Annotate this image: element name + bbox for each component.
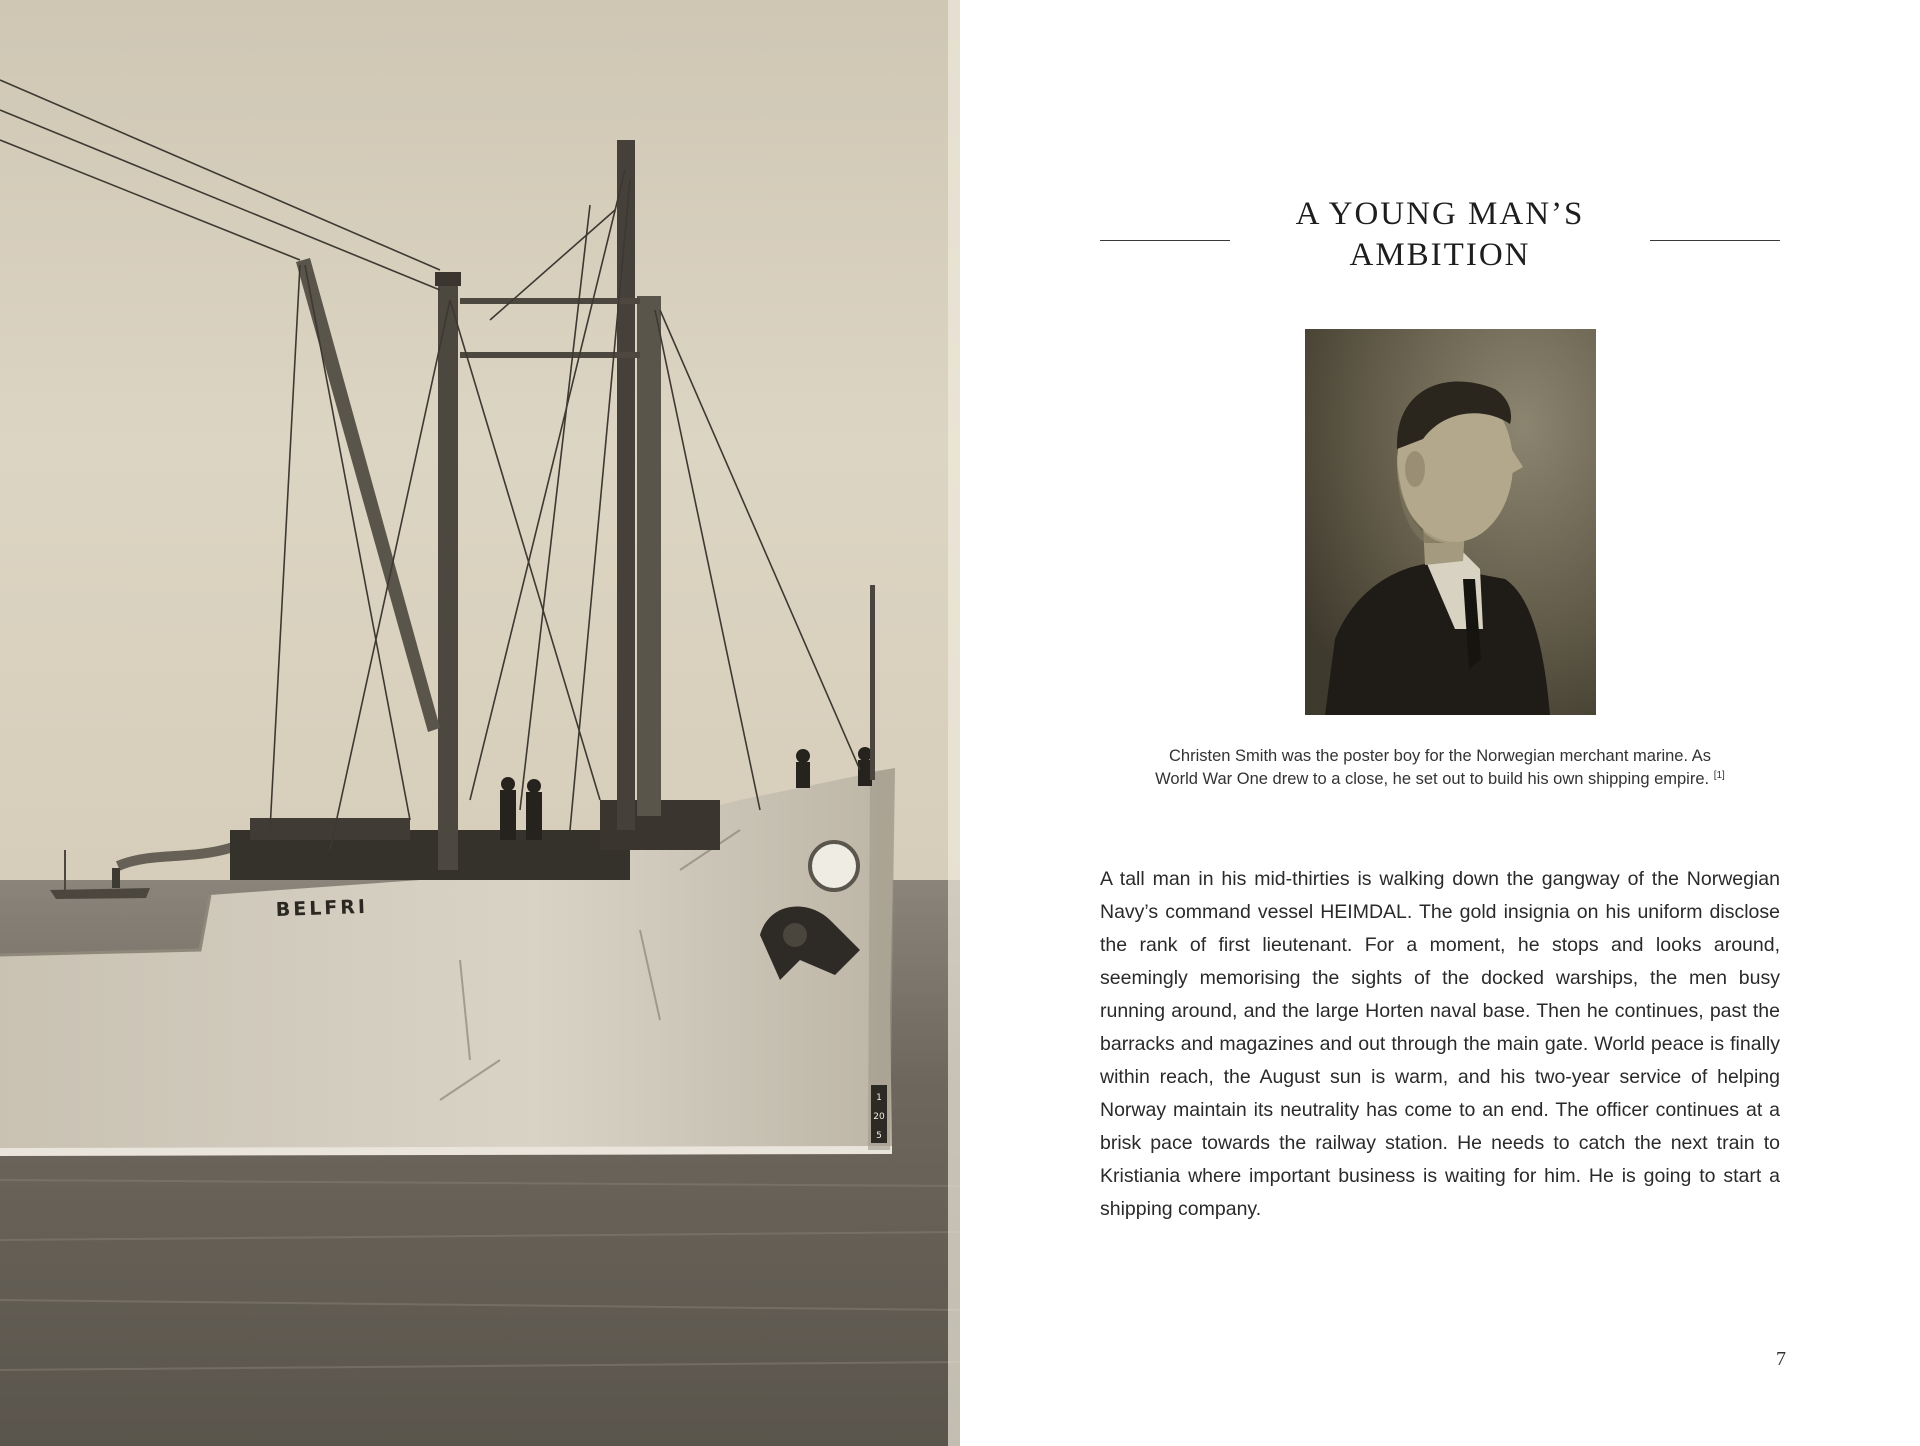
draft-mark-2: 20 — [873, 1112, 885, 1122]
caption-text: Christen Smith was the poster boy for the Norwegian merchant marine. As World War One drew to a close, he set out to build his own shipping empire. — [1155, 747, 1711, 788]
title-rule-right — [1650, 240, 1780, 241]
chapter-title-line-1: A YOUNG MAN’S — [1295, 196, 1585, 232]
draft-mark-1: 1 — [876, 1093, 882, 1103]
portrait-photograph — [1305, 329, 1596, 715]
chapter-title-block — [1100, 194, 1780, 294]
ship-name-label: BELFRI — [275, 895, 369, 921]
text-page — [960, 0, 1920, 1446]
chapter-title — [1260, 194, 1620, 276]
page-number: 7 — [1776, 1348, 1786, 1370]
caption-reference: [1] — [1713, 770, 1725, 781]
portrait-illustration — [1305, 329, 1596, 715]
chapter-title-line-2: AMBITION — [1349, 237, 1531, 273]
photo-caption — [1150, 745, 1730, 791]
title-rule-left — [1100, 240, 1230, 241]
body-paragraph: A tall man in his mid-thirties is walking down the gangway of the Norwegian Navy’s command vessel HEIMDAL. The gold insignia on his uniform disclose the rank of first lieutenant. For a moment, he stops and looks around, seemingly memorising the sights of the docked warships, the men busy running around, and the large Horten naval base. Then he continues, past the barracks and magazines and out through the main gate. World peace is finally within reach, the August sun is warm, and his two-year service of helping Norway maintain its neutrality has come to an end. The officer continues at a brisk pace towards the railway station. He needs to catch the next train to Kristiania where important business is waiting for him. He is going to start a shipping company. — [1100, 868, 1780, 1220]
draft-mark-3: 5 — [876, 1131, 882, 1141]
